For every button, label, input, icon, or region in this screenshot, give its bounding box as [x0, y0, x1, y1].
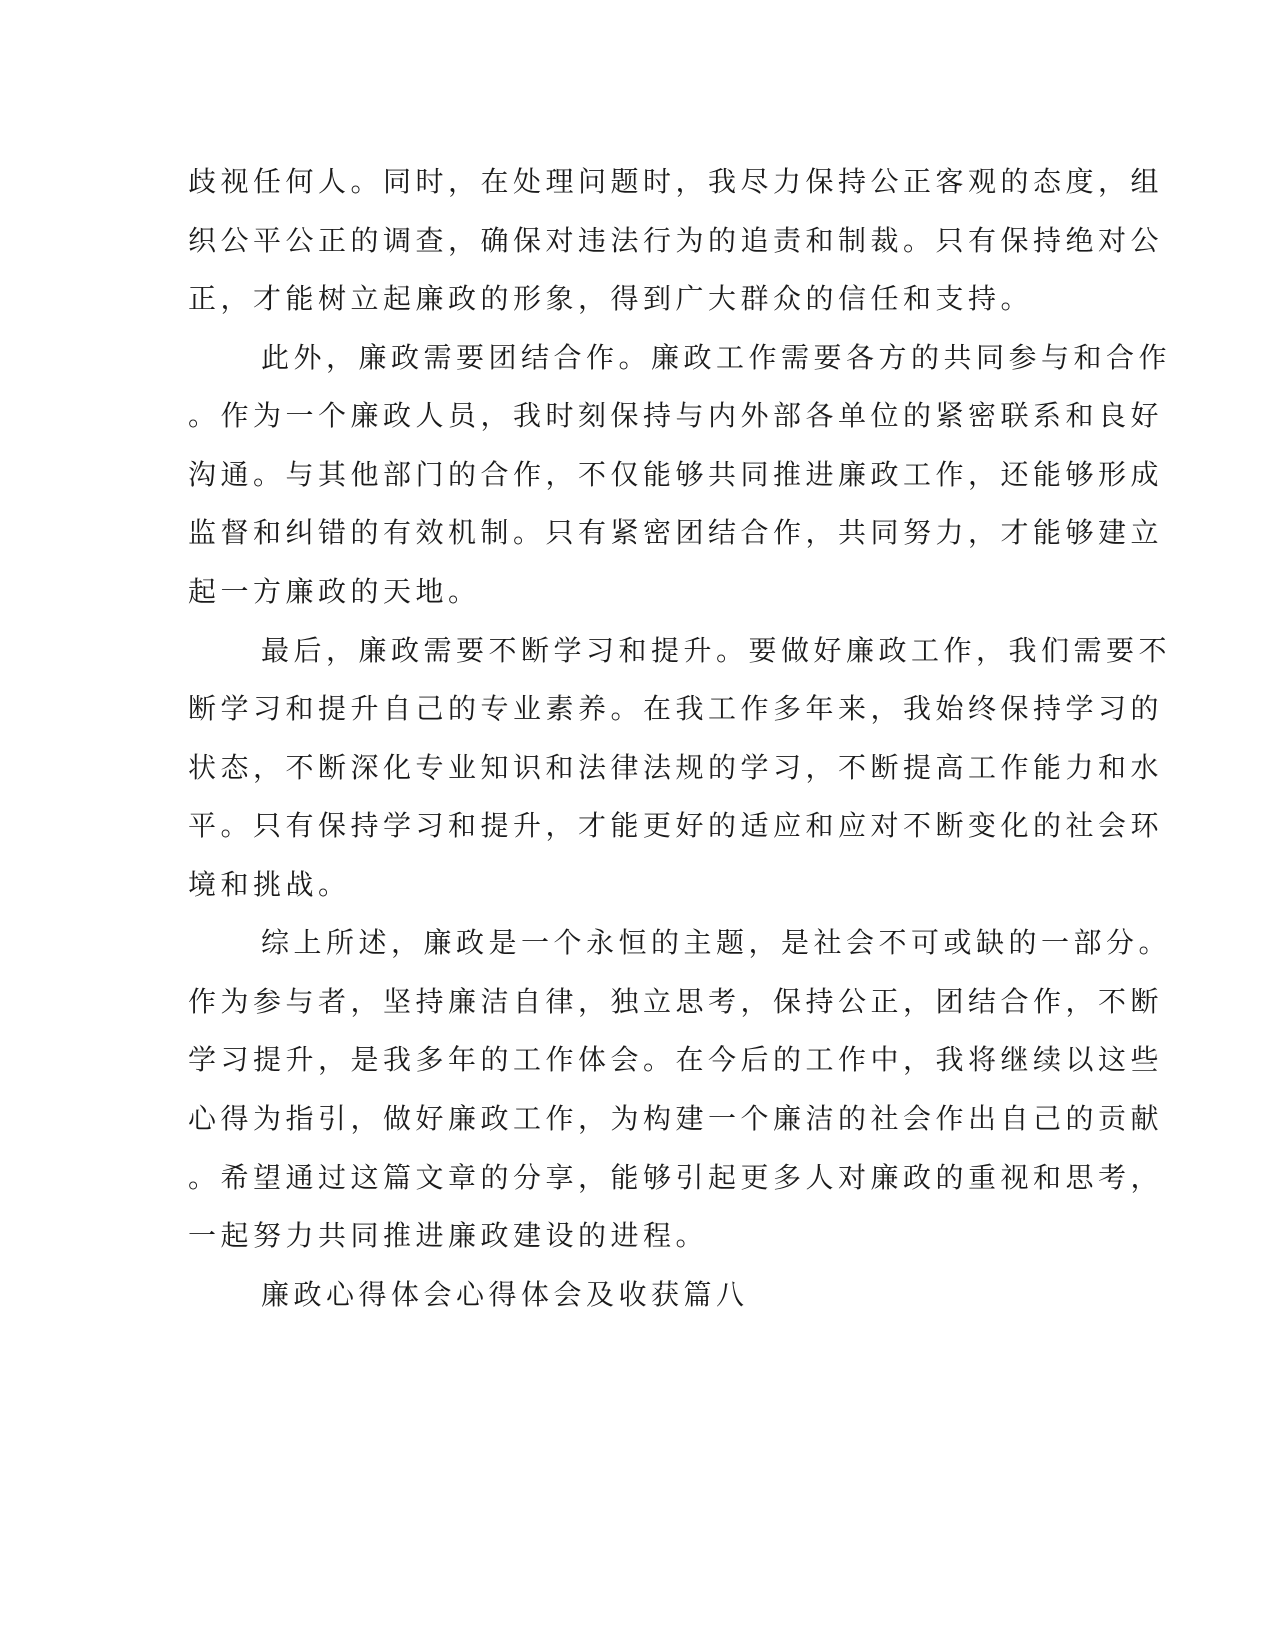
text-line: 断学习和提升自己的专业素养。在我工作多年来，我始终保持学习的 [188, 692, 1164, 725]
section-heading: 廉政心得体会心得体会及收获篇八 [261, 1278, 749, 1311]
text-line: 作为参与者，坚持廉洁自律，独立思考，保持公正，团结合作，不断 [188, 985, 1164, 1018]
text-line: 正，才能树立起廉政的形象，得到广大群众的信任和支持。 [188, 282, 1034, 315]
paragraph-start-line: 最后，廉政需要不断学习和提升。要做好廉政工作，我们需要不 [261, 634, 1172, 667]
text-line: 沟通。与其他部门的合作，不仅能够共同推进廉政工作，还能够形成 [188, 458, 1164, 491]
text-line: 心得为指引，做好廉政工作，为构建一个廉洁的社会作出自己的贡献 [188, 1102, 1164, 1135]
text-line: 监督和纠错的有效机制。只有紧密团结合作，共同努力，才能够建立 [188, 516, 1164, 549]
text-line: 歧视任何人。同时，在处理问题时，我尽力保持公正客观的态度，组 [188, 165, 1164, 198]
text-line: 境和挑战。 [188, 868, 351, 901]
paragraph-start-line: 此外，廉政需要团结合作。廉政工作需要各方的共同参与和合作 [261, 341, 1172, 374]
text-line: 状态，不断深化专业知识和法律法规的学习，不断提高工作能力和水 [188, 751, 1164, 784]
text-line: 织公平公正的调查，确保对违法行为的追责和制裁。只有保持绝对公 [188, 224, 1164, 257]
paragraph-start-line: 综上所述，廉政是一个永恒的主题，是社会不可或缺的一部分。 [261, 926, 1172, 959]
text-line: 起一方廉政的天地。 [188, 575, 481, 608]
text-line: 学习提升，是我多年的工作体会。在今后的工作中，我将继续以这些 [188, 1043, 1164, 1076]
text-line: 一起努力共同推进廉政建设的进程。 [188, 1219, 709, 1252]
text-line: 平。只有保持学习和提升，才能更好的适应和应对不断变化的社会环 [188, 809, 1164, 842]
text-line: 。希望通过这篇文章的分享，能够引起更多人对廉政的重视和思考， [188, 1161, 1164, 1194]
text-line: 。作为一个廉政人员，我时刻保持与内外部各单位的紧密联系和良好 [188, 399, 1164, 432]
